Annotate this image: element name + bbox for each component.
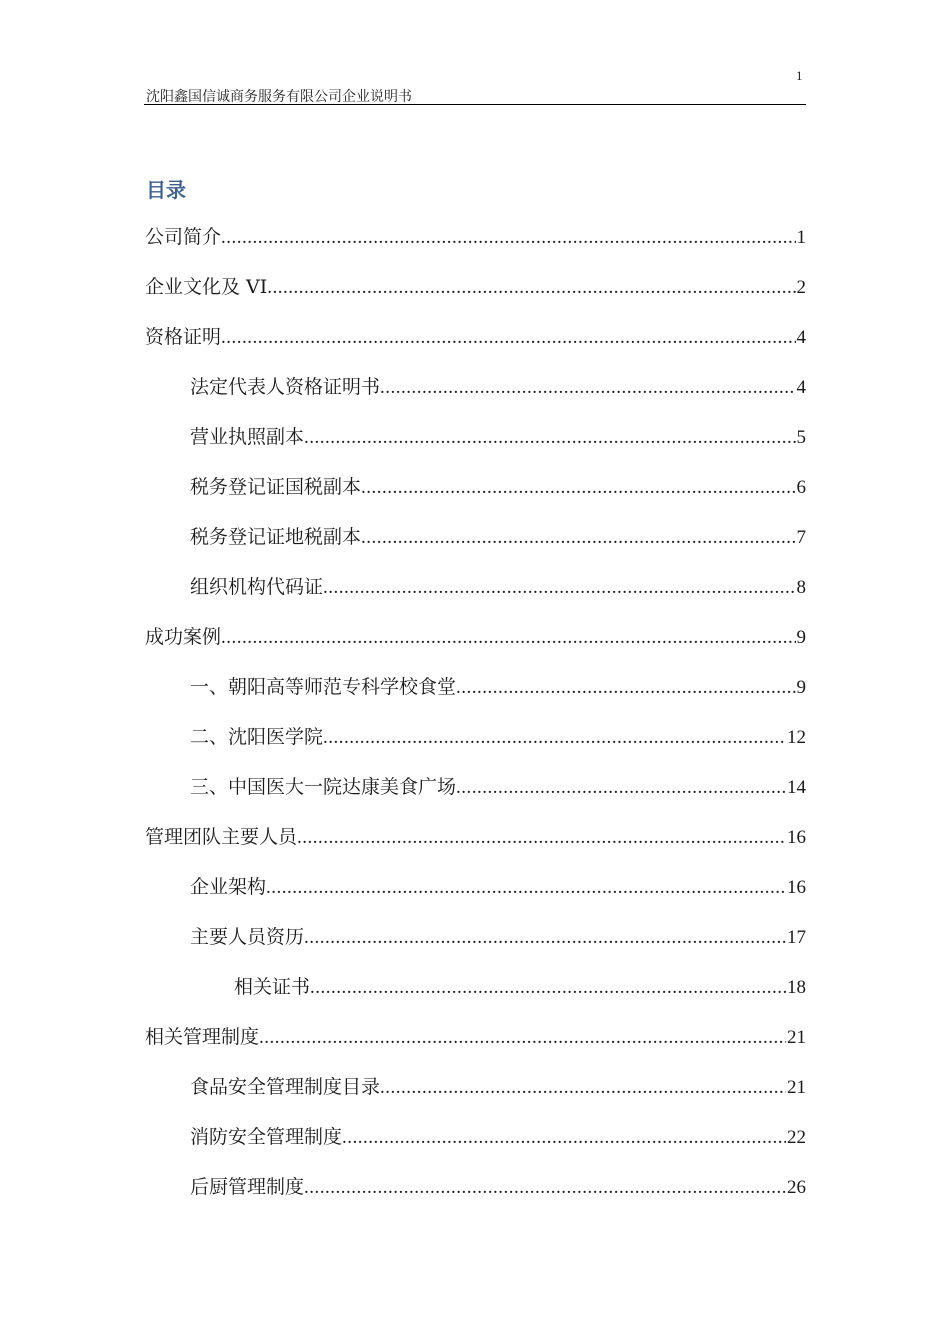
toc-entry-fire-safety-policies[interactable]: [190, 1122, 806, 1152]
page-number: 1: [796, 68, 803, 83]
toc-entry-title: 法定代表人资格证明书: [190, 376, 381, 398]
toc-dot-leader: [259, 1023, 786, 1052]
toc-dot-leader: [221, 223, 795, 252]
toc-entry-title: 税务登记证国税副本: [190, 476, 362, 498]
toc-entry-case-1[interactable]: [190, 672, 806, 702]
toc-entry-legal-rep-certificate[interactable]: [190, 372, 806, 402]
toc-entry-title: 成功案例: [145, 626, 222, 648]
toc-entry-staff-credentials[interactable]: [190, 922, 806, 952]
toc-entry-title: 税务登记证地税副本: [190, 526, 362, 548]
toc-entry-page: 21: [787, 1077, 806, 1098]
toc-entry-title: 消防安全管理制度: [190, 1126, 343, 1148]
toc-dot-leader: [456, 673, 795, 702]
toc-entry-title: 资格证明: [145, 326, 222, 348]
running-header-title: 沈阳鑫国信诚商务服务有限公司企业说明书: [146, 89, 412, 105]
toc-entry-page: 7: [796, 527, 806, 548]
toc-dot-leader: [304, 1173, 786, 1202]
toc-dot-leader: [221, 323, 795, 352]
toc-entry-title: 主要人员资历: [190, 926, 305, 948]
toc-entry-case-3[interactable]: [190, 772, 806, 802]
toc-entry-case-2[interactable]: [190, 722, 806, 752]
header-divider: [144, 104, 806, 105]
toc-entry-org-structure[interactable]: [190, 872, 806, 902]
toc-entry-title: 相关管理制度: [145, 1026, 260, 1048]
toc-entry-title: 公司简介: [145, 226, 222, 248]
toc-entry-page: 9: [796, 627, 806, 648]
toc-entry-title: 二、沈阳医学院: [190, 726, 324, 748]
toc-entry-page: 12: [787, 727, 806, 748]
toc-entry-page: 21: [787, 1027, 806, 1048]
toc-entry-organization-code[interactable]: [190, 572, 806, 602]
toc-entry-page: 9: [796, 677, 806, 698]
toc-dot-leader: [456, 773, 786, 802]
toc-entry-title: 管理团队主要人员: [145, 826, 298, 848]
toc-entry-kitchen-policies[interactable]: [190, 1172, 806, 1202]
toc-entry-page: 5: [796, 427, 806, 448]
toc-entry-page: 1: [796, 227, 806, 248]
toc-entry-certificates[interactable]: [234, 972, 806, 1002]
toc-entry-page: 6: [796, 477, 806, 498]
toc-dot-leader: [304, 923, 786, 952]
toc-entry-page: 4: [796, 327, 806, 348]
toc-entry-title: 企业文化及 VI: [145, 276, 268, 298]
toc-entry-title: 三、中国医大一院达康美食广场: [190, 776, 457, 798]
toc-entry-page: 22: [787, 1127, 806, 1148]
toc-dot-leader: [361, 523, 795, 552]
toc-dot-leader: [380, 1073, 786, 1102]
toc-entry-page: 2: [796, 277, 806, 298]
toc-heading: 目录: [146, 178, 186, 202]
toc-entry-management-team[interactable]: [145, 822, 806, 852]
toc-entry-title: 相关证书: [234, 976, 311, 998]
toc-entry-title: 一、朝阳高等师范专科学校食堂: [190, 676, 457, 698]
toc-dot-leader: [323, 573, 795, 602]
toc-entry-page: 17: [787, 927, 806, 948]
toc-entry-company-profile[interactable]: [145, 222, 806, 252]
toc-dot-leader: [297, 823, 786, 852]
toc-dot-leader: [342, 1123, 786, 1152]
toc-entry-culture-vi[interactable]: [145, 272, 806, 302]
toc-entry-business-license[interactable]: [190, 422, 806, 452]
toc-entry-success-cases[interactable]: [145, 622, 806, 652]
toc-entry-page: 4: [796, 377, 806, 398]
toc-entry-page: 26: [787, 1177, 806, 1198]
toc-dot-leader: [310, 973, 786, 1002]
toc-entry-page: 18: [787, 977, 806, 998]
toc-entry-qualifications[interactable]: [145, 322, 806, 352]
toc-entry-page: 16: [787, 877, 806, 898]
toc-dot-leader: [304, 423, 795, 452]
toc-entry-title: 食品安全管理制度目录: [190, 1076, 381, 1098]
toc-dot-leader: [380, 373, 795, 402]
toc-entry-title: 组织机构代码证: [190, 576, 324, 598]
toc-entry-page: 16: [787, 827, 806, 848]
toc-entry-page: 8: [796, 577, 806, 598]
toc-entry-title: 后厨管理制度: [190, 1176, 305, 1198]
toc-entry-food-safety-policies[interactable]: [190, 1072, 806, 1102]
toc-dot-leader: [323, 723, 786, 752]
toc-entry-page: 14: [787, 777, 806, 798]
toc-dot-leader: [221, 623, 795, 652]
toc-entry-management-policies[interactable]: [145, 1022, 806, 1052]
toc-dot-leader: [267, 273, 795, 302]
toc-dot-leader: [361, 473, 795, 502]
toc-entry-national-tax-certificate[interactable]: [190, 472, 806, 502]
toc-entry-title: 企业架构: [190, 876, 267, 898]
toc-dot-leader: [266, 873, 786, 902]
toc-entry-local-tax-certificate[interactable]: [190, 522, 806, 552]
toc-entry-title: 营业执照副本: [190, 426, 305, 448]
